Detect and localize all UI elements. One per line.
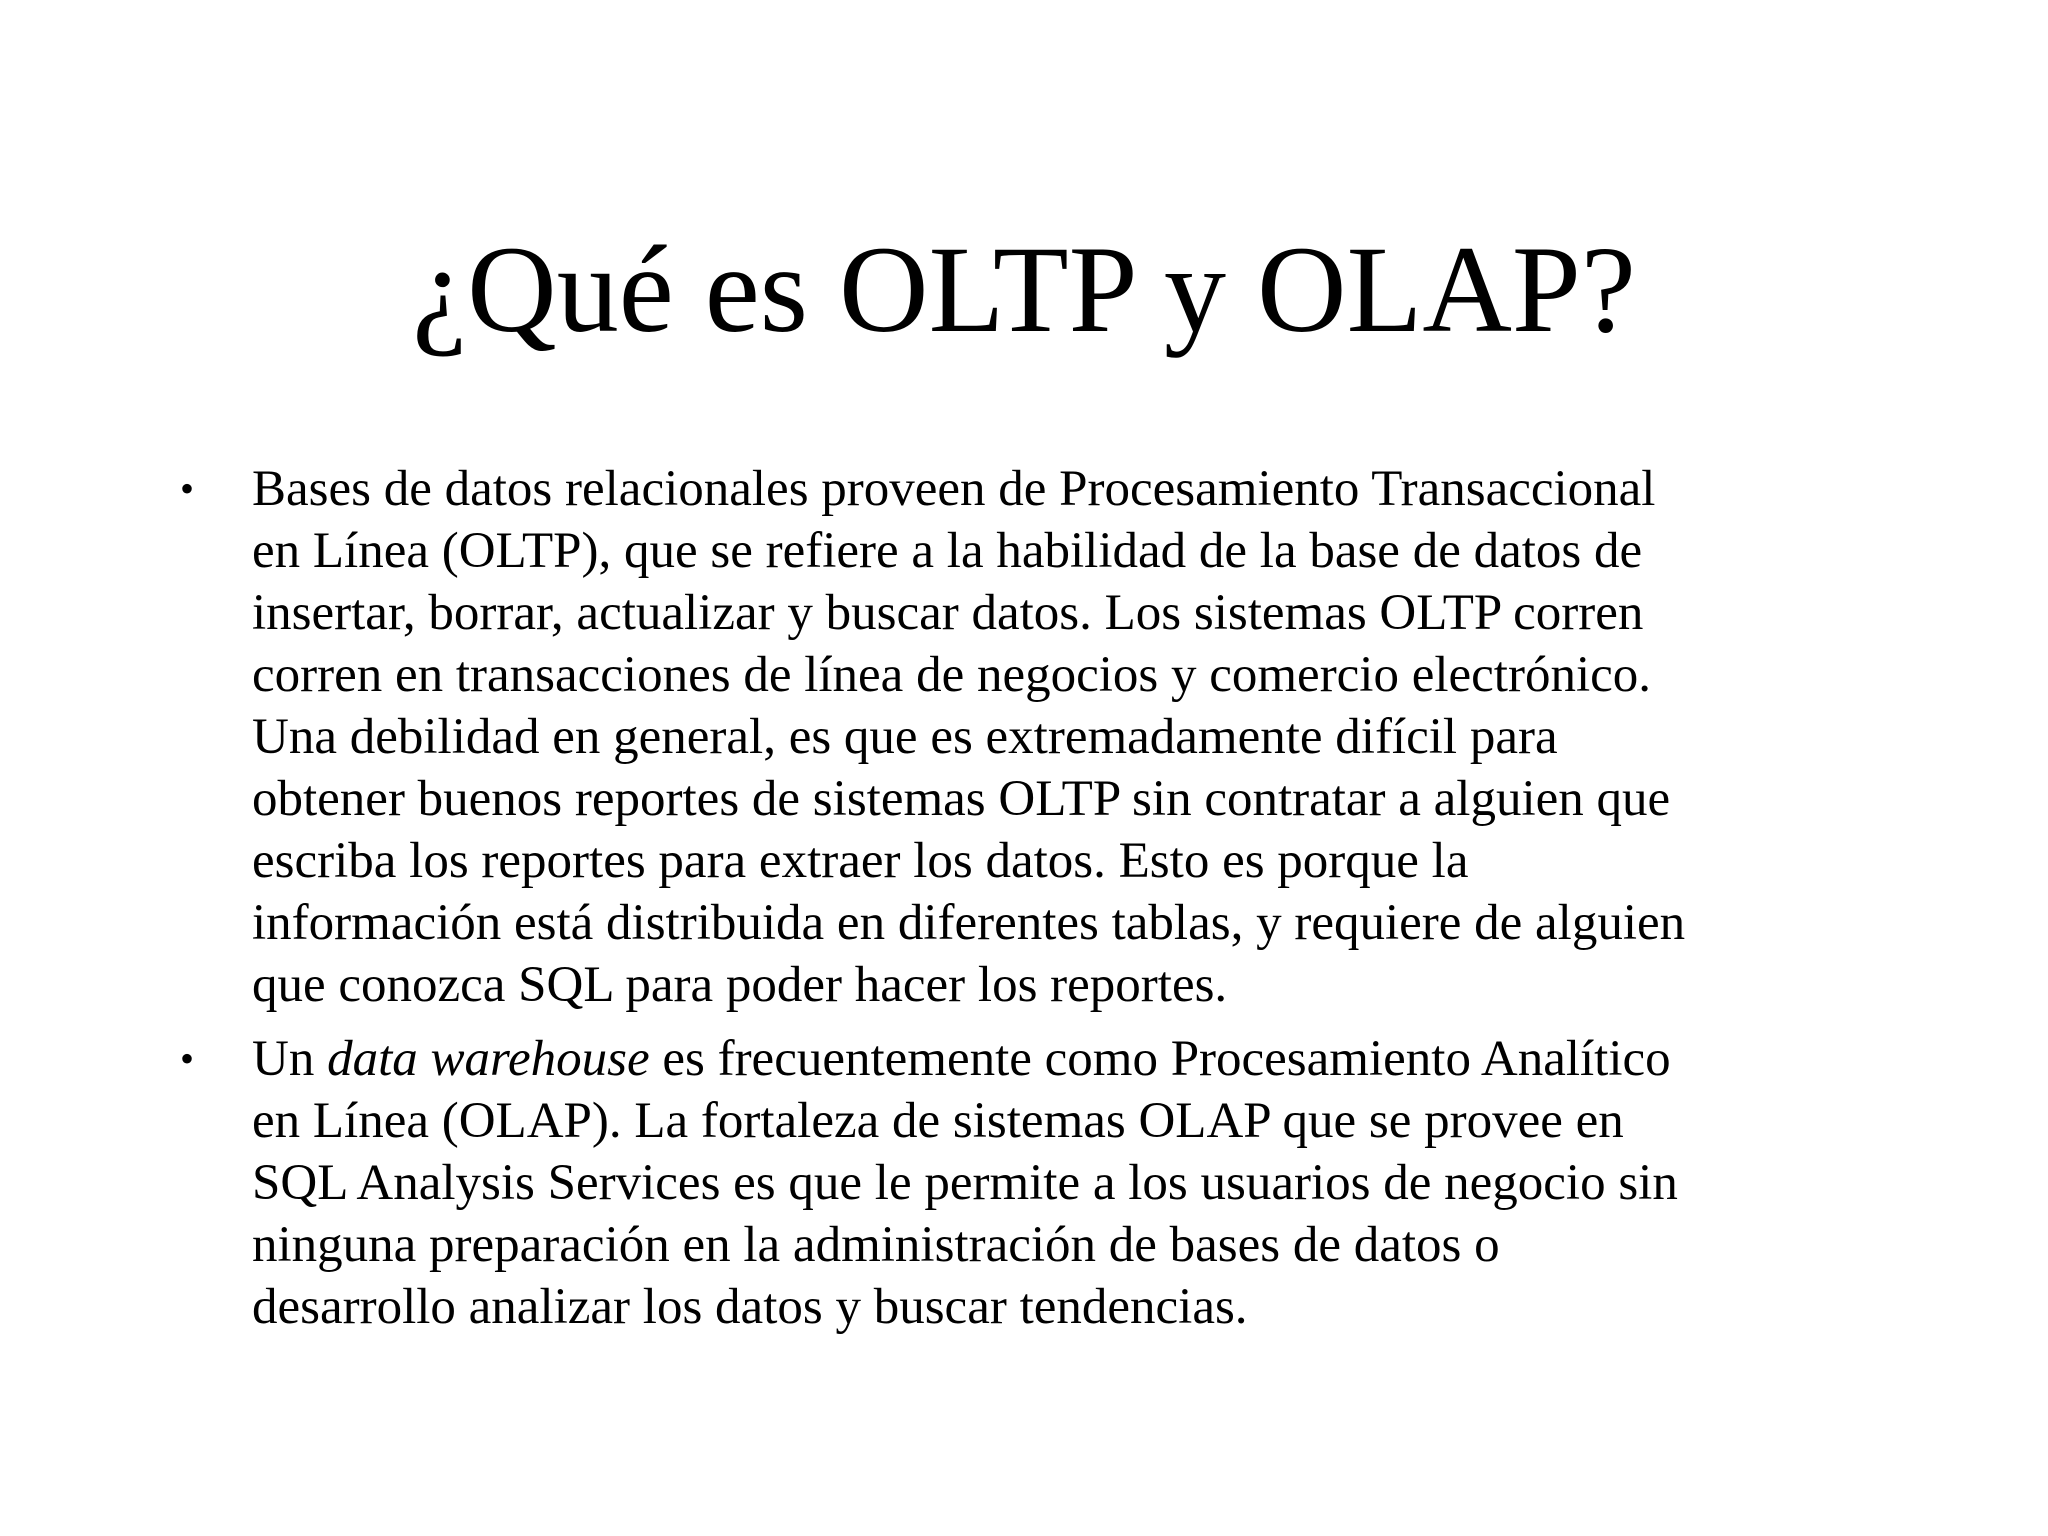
bullet-item-oltp: [170, 458, 1910, 1016]
bullet-icon: •: [180, 1036, 195, 1081]
bullet-icon: •: [180, 466, 195, 511]
bullet-line-prefix: Un: [252, 1031, 328, 1087]
bullet-line: información está distribuida en diferentes tablas, y requiere de alguien: [252, 895, 1686, 951]
bullet-line: SQL Analysis Services es que le permite a los usuarios de negocio sin: [252, 1155, 1678, 1211]
bullet-line: Una debilidad en general, es que es extremadamente difícil para: [252, 709, 1558, 765]
bullet-line: ninguna preparación en la administración de bases de datos o: [252, 1217, 1500, 1273]
bullet-line: escriba los reportes para extraer los datos. Esto es porque la: [252, 833, 1469, 889]
bullet-list: [170, 458, 1910, 1338]
bullet-item-olap: [170, 1028, 1910, 1338]
italic-term: data warehouse: [327, 1031, 650, 1087]
bullet-line: [252, 1028, 1910, 1090]
bullet-line: en Línea (OLAP). La fortaleza de sistemas OLAP que se provee en: [252, 1093, 1624, 1149]
bullet-line: obtener buenos reportes de sistemas OLTP sin contratar a alguien que: [252, 771, 1671, 827]
bullet-line: desarrollo analizar los datos y buscar tendencias.: [252, 1279, 1248, 1335]
bullet-line: corren en transacciones de línea de negocios y comercio electrónico.: [252, 647, 1652, 703]
bullet-line-suffix: es frecuentemente como Procesamiento Analítico: [649, 1031, 1671, 1087]
bullet-line: insertar, borrar, actualizar y buscar datos. Los sistemas OLTP corren: [252, 585, 1644, 641]
bullet-line: en Línea (OLTP), que se refiere a la habilidad de la base de datos de: [252, 523, 1643, 579]
bullet-line: que conozca SQL para poder hacer los reportes.: [252, 957, 1228, 1013]
slide-title: ¿Qué es OLTP y OLAP?: [412, 221, 1636, 358]
bullet-line: Bases de datos relacionales proveen de Procesamiento Transaccional: [252, 461, 1656, 517]
